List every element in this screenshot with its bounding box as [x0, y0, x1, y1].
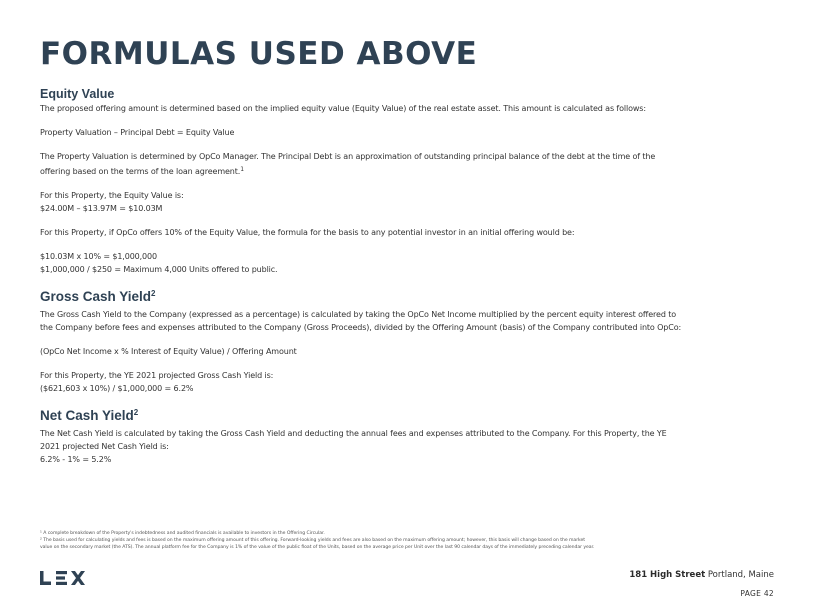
net-cash-yield-heading: Net Cash Yield$^2$ — [40, 408, 139, 423]
equity-formula: Property Valuation – Principal Debt = Equity Value — [40, 128, 235, 137]
footnote-2-line-2: value on the secondary market (the ATS). The annual platform fee for the Company is 1% of the value of the public float of the Units, based on the average price per Unit over the last 90 calendar days of the immediately preceding calendar year. — [40, 544, 595, 550]
net-calc: 6.2% - 1% = 5.2% — [40, 455, 112, 464]
valuation-line-1: The Property Valuation is determined by OpCo Manager. The Principal Debt is an approximation of outstanding principal balance of the debt at the time of the — [40, 152, 656, 161]
page-title: FORMULAS USED ABOVE — [40, 36, 478, 72]
gross-property-label: For this Property, the YE 2021 projected Gross Cash Yield is: — [40, 371, 274, 380]
gross-desc-line-2: the Company before fees and expenses attributed to the Company (Gross Proceeds), divided by the Offering Amount (basis) of the Company contributed into OpCo: — [40, 323, 682, 332]
page-number: PAGE 42 — [740, 589, 774, 598]
lex-logo — [40, 570, 86, 586]
document-page — [40, 0, 776, 612]
gross-desc-line-1: The Gross Cash Yield to the Company (expressed as a percentage) is calculated by taking the OpCo Net Income multiplied by the percent equity interest offered to — [40, 310, 677, 319]
equity-property-calc: $24.00M – $13.97M = $10.03M — [40, 204, 163, 213]
net-desc-line-1: The Net Cash Yield is calculated by taking the Gross Cash Yield and deducting the annual fees and expenses attributed to the Company. For this Property, the YE — [40, 429, 667, 438]
gross-cash-yield-heading: Gross Cash Yield$^2$ — [40, 289, 156, 304]
net-desc-line-2: 2021 projected Net Cash Yield is: — [40, 442, 169, 451]
footnote-ref-1: 1 — [240, 166, 244, 173]
equity-value-heading: Equity Value — [40, 87, 115, 101]
equity-property-label: For this Property, the Equity Value is: — [40, 191, 184, 200]
units-calc-line-2: $1,000,000 / $250 = Maximum 4,000 Units offered to public. — [40, 265, 278, 274]
equity-intro: The proposed offering amount is determined based on the implied equity value (Equity Value) of the real estate asset. This amount is calculated as follows: — [40, 104, 646, 113]
basis-text: For this Property, if OpCo offers 10% of the Equity Value, the formula for the basis to any potential investor in an initial offering would be: — [40, 228, 575, 237]
gross-formula: (OpCo Net Income x % Interest of Equity Value) / Offering Amount — [40, 347, 297, 356]
footnote-1: ¹ A complete breakdown of the Property's indebtedness and audited financials is available to investors in the Offering Circular. — [40, 531, 325, 536]
content — [40, 86, 776, 466]
footnote-2-line-1: ² The basis used for calculating yields and fees is based on the maximum offering amount of this offering. Forward-looking yields and fees are also based on the maximum offering amount; however, this basis will change based on the market — [40, 537, 586, 543]
footnotes — [40, 531, 780, 551]
gross-property-calc: ($621,603 x 10%) / $1,000,000 = 6.2% — [40, 384, 194, 393]
property-address: 181 High Street Portland, Maine — [629, 570, 774, 580]
valuation-line-2: offering based on the terms of the loan agreement.$^1$ — [40, 166, 244, 176]
units-calc-line-1: $10.03M x 10% = $1,000,000 — [40, 252, 157, 261]
